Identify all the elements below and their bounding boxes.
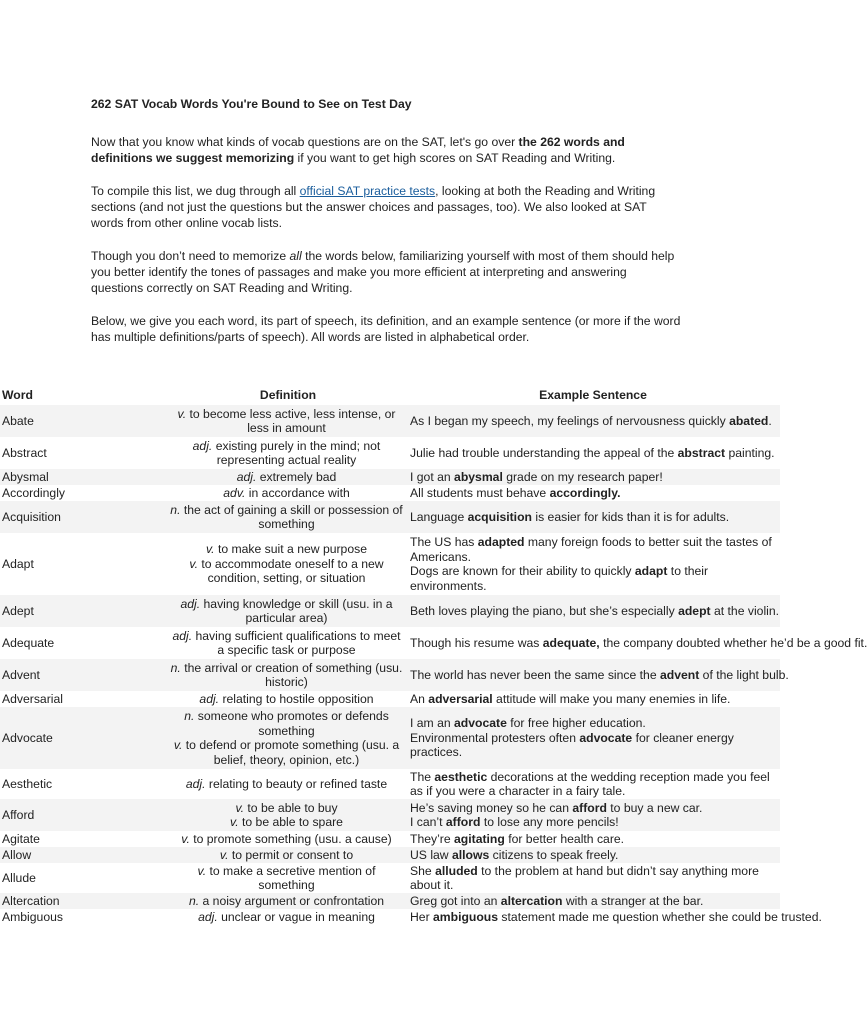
- example-text: I can’t: [410, 815, 446, 829]
- example-line: [410, 486, 780, 501]
- definition-text: someone who promotes or defends something: [194, 709, 389, 738]
- example-text: They’re: [410, 831, 455, 846]
- part-of-speech: v.: [189, 556, 198, 571]
- definition-line: [170, 486, 403, 501]
- column-header-example: Example Sentence: [539, 387, 647, 402]
- word-cell: Adversarial: [2, 691, 63, 706]
- part-of-speech: v.: [235, 800, 245, 815]
- part-of-speech: adj.: [199, 691, 220, 706]
- table-row: [0, 847, 780, 863]
- example-text: Environmental protesters often: [410, 730, 580, 745]
- definition-text: in accordance with: [245, 485, 350, 500]
- definition-cell: [170, 863, 406, 893]
- example-cell: [406, 831, 780, 847]
- example-text: to lose any more pencils!: [480, 815, 619, 829]
- example-text: grade on my research paper!: [502, 469, 663, 484]
- vocab-word: adequate,: [542, 635, 600, 650]
- example-text: statement made me question whether she could be trusted.: [498, 909, 822, 924]
- table-header-row: [0, 385, 780, 405]
- example-line: [410, 564, 780, 593]
- example-line: [410, 848, 780, 863]
- example-line: [410, 801, 780, 816]
- example-cell: [406, 893, 780, 909]
- vocab-word: accordingly.: [549, 485, 621, 500]
- example-text: .: [768, 413, 772, 428]
- vocab-word: adapted: [477, 535, 525, 549]
- definition-text: having sufficient qualifications to meet a specific task or purpose: [192, 628, 401, 657]
- definition-line: [170, 815, 403, 830]
- word-cell: Afford: [0, 799, 170, 831]
- word-cell: Abate: [0, 405, 170, 437]
- example-line: [410, 716, 780, 731]
- table-row: [0, 909, 780, 925]
- example-cell: [406, 437, 780, 469]
- example-line: [410, 815, 780, 830]
- table-row: [0, 469, 780, 485]
- example-line: [410, 414, 780, 429]
- table-row: [0, 893, 780, 909]
- part-of-speech: adj.: [180, 596, 201, 611]
- example-text: at the violin.: [710, 603, 780, 618]
- example-text: Julie had trouble understanding the appeal of the: [410, 445, 678, 460]
- example-text: to buy a new car.: [606, 800, 703, 815]
- example-text: US law: [410, 847, 452, 862]
- text: , looking at both the Reading and Writing sections (and not just the questions but the answer choices and passages, too). We also looked at SAT words from other online vocab lists.: [91, 184, 656, 230]
- part-of-speech: adv.: [223, 485, 246, 500]
- example-line: [410, 667, 789, 683]
- word-cell: Advocate: [0, 707, 170, 769]
- word-cell: Allude: [2, 870, 36, 885]
- part-of-speech: n.: [184, 709, 195, 723]
- example-text: The US has: [410, 535, 478, 549]
- example-text: for cleaner energy practices.: [410, 730, 734, 760]
- example-cell: [406, 501, 780, 533]
- definition-cell: [170, 893, 406, 909]
- italic-text: all: [289, 249, 302, 263]
- table-row: [0, 485, 780, 501]
- example-text: The world has never been the same since the: [410, 667, 660, 682]
- definition-text: extremely bad: [256, 469, 337, 484]
- definition-line: [170, 407, 403, 436]
- definition-line: [170, 597, 403, 626]
- definition-text: to defend or promote something (usu. a belief, theory, opinion, etc.): [182, 738, 400, 767]
- table-row: [0, 863, 780, 893]
- definition-text: a noisy argument or confrontation: [199, 893, 385, 908]
- example-line: [410, 909, 822, 925]
- vocab-word: adversarial: [428, 691, 493, 706]
- vocab-word: advent: [660, 667, 700, 682]
- word-cell: Agitate: [2, 831, 40, 846]
- text: the words below, familiarizing yourself with most of them should help you better identify the tones of passages and make you more efficient at interpreting and answering questions correctly on SAT Reading and Writing.: [91, 249, 675, 295]
- example-text: The: [410, 769, 435, 784]
- vocab-word: adapt: [634, 564, 668, 578]
- definition-text: to be able to buy: [244, 800, 338, 815]
- example-text: I got an: [410, 469, 455, 484]
- vocab-table: [0, 385, 867, 925]
- definition-cell: [170, 769, 406, 799]
- vocab-word: abysmal: [454, 469, 503, 484]
- definition-text: to make suit a new purpose: [214, 542, 367, 557]
- vocab-word: advocate: [579, 730, 633, 745]
- vocab-word: agitating: [454, 831, 505, 846]
- definition-cell: [170, 437, 406, 469]
- definition-text: to make a secretive mention of something: [206, 863, 376, 892]
- example-text: to their environments.: [410, 564, 709, 593]
- vocab-word: aesthetic: [434, 769, 488, 784]
- vocab-word: adept: [678, 603, 711, 618]
- example-text: Language: [410, 509, 468, 524]
- word-cell: Altercation: [0, 893, 170, 909]
- table-row: [0, 691, 780, 707]
- example-text: the company doubted whether he’d be a good fit.: [599, 635, 867, 650]
- definition-cell: [170, 831, 406, 847]
- definition-line: [170, 709, 403, 738]
- text: To compile this list, we dug through all: [91, 184, 300, 198]
- definition-line: [170, 692, 403, 707]
- example-text: painting.: [725, 445, 775, 460]
- example-text: of the light bulb.: [699, 667, 789, 682]
- example-text: citizens to speak freely.: [489, 847, 619, 862]
- definition-cell: [170, 533, 406, 595]
- definition-line: [170, 557, 403, 586]
- example-line: [410, 604, 780, 619]
- definition-text: relating to hostile opposition: [219, 691, 374, 706]
- definition-line: [170, 661, 403, 690]
- definition-cell: [170, 501, 406, 533]
- example-cell: [406, 533, 780, 595]
- definition-line: [170, 801, 403, 816]
- table-row: [0, 799, 780, 831]
- part-of-speech: adj.: [192, 438, 213, 453]
- part-of-speech: adj.: [236, 469, 257, 484]
- example-cell: [406, 847, 780, 863]
- vocab-word: abated: [729, 413, 769, 428]
- example-text: Her: [410, 909, 434, 924]
- part-of-speech: v.: [219, 847, 229, 862]
- example-cell: [406, 799, 780, 831]
- example-text: for better health care.: [504, 831, 625, 846]
- text: Now that you know what kinds of vocab questions are on the SAT, let's go over: [91, 135, 519, 149]
- example-cell: [406, 863, 780, 893]
- definition-cell: [170, 799, 406, 831]
- vocab-word: advocate: [454, 716, 507, 731]
- part-of-speech: v.: [197, 863, 207, 878]
- definition-text: the arrival or creation of something (usu. historic): [180, 660, 403, 689]
- part-of-speech: n.: [170, 660, 181, 675]
- part-of-speech: v.: [205, 542, 215, 557]
- table-row: [0, 627, 780, 659]
- definition-line: [170, 832, 403, 847]
- definition-line: [170, 503, 403, 532]
- vocab-word: alluded: [435, 863, 478, 878]
- example-text: As I began my speech, my feelings of nervousness quickly: [410, 413, 730, 428]
- example-text: I am an: [410, 716, 455, 731]
- page-title: 262 SAT Vocab Words You're Bound to See on Test Day: [91, 97, 412, 111]
- table-row: [0, 769, 780, 799]
- example-text: He’s saving money so he can: [410, 800, 573, 815]
- definition-text: to be able to spare: [238, 815, 343, 829]
- word-cell: Abysmal: [0, 469, 170, 485]
- official-sat-practice-tests-link[interactable]: official SAT practice tests: [299, 184, 436, 198]
- word-cell: Adapt: [2, 556, 34, 571]
- definition-cell: [170, 691, 406, 707]
- table-row: [0, 595, 780, 627]
- bold-text: the 262 words and definitions we suggest memorizing: [91, 135, 625, 165]
- word-cell: Ambiguous: [2, 909, 63, 924]
- definition-text: unclear or vague in meaning: [217, 909, 375, 924]
- table-body: [0, 405, 867, 925]
- intro-paragraph-2: [91, 183, 681, 231]
- example-line: [410, 535, 780, 564]
- vocab-word: afford: [445, 815, 481, 829]
- intro-paragraph-1: [91, 134, 681, 166]
- definition-cell: [170, 659, 406, 691]
- definition-line: [170, 894, 403, 909]
- example-text: is easier for kids than it is for adults.: [531, 509, 730, 524]
- example-cell: [406, 691, 780, 707]
- text: Though you don’t need to memorize: [91, 249, 290, 263]
- part-of-speech: n.: [188, 893, 200, 908]
- table-row: [0, 533, 780, 595]
- example-text: with a stranger at the bar.: [562, 893, 704, 908]
- example-text: decorations at the wedding reception made you feel as if you were a character in a fairy tale.: [410, 769, 770, 798]
- part-of-speech: adj.: [185, 776, 206, 791]
- definition-text: existing purely in the mind; not representing actual reality: [212, 438, 381, 467]
- example-cell: [406, 485, 780, 501]
- definition-text: to permit or consent to: [228, 847, 354, 862]
- example-text: An: [410, 691, 429, 706]
- vocab-word: abstract: [677, 445, 726, 460]
- column-header-definition: Definition: [259, 387, 317, 402]
- table-row: [0, 831, 780, 847]
- word-cell: Abstract: [2, 445, 47, 460]
- definition-cell: [170, 485, 406, 501]
- example-text: for free higher education.: [506, 716, 646, 731]
- example-cell: [406, 627, 867, 659]
- table-row: [0, 659, 780, 691]
- example-text: Though his resume was: [410, 635, 543, 650]
- example-text: Greg got into an: [410, 893, 501, 908]
- example-cell: [406, 469, 780, 485]
- example-line: [410, 470, 780, 485]
- example-line: [410, 510, 780, 525]
- part-of-speech: v.: [177, 406, 187, 421]
- definition-line: [170, 848, 403, 863]
- article-intro: [91, 96, 681, 362]
- vocab-word: afford: [572, 800, 607, 815]
- word-cell: Allow: [0, 847, 170, 863]
- definition-cell: [170, 627, 406, 659]
- table-row: [0, 437, 780, 469]
- example-text: many foreign foods to better suit the tastes of Americans.: [410, 535, 772, 564]
- table-row: [0, 501, 780, 533]
- example-line: [410, 864, 780, 893]
- word-cell: Advent: [0, 659, 170, 691]
- definition-line: [170, 777, 403, 792]
- word-cell: Adept: [0, 595, 170, 627]
- part-of-speech: adj.: [198, 909, 218, 924]
- part-of-speech: adj.: [172, 628, 193, 643]
- part-of-speech: v.: [181, 831, 190, 846]
- example-line: [410, 446, 780, 461]
- definition-cell: [170, 595, 406, 627]
- example-cell: [406, 405, 780, 437]
- example-text: Dogs are known for their ability to quickly: [410, 564, 635, 578]
- definition-text: to become less active, less intense, or less in amount: [186, 406, 396, 435]
- definition-line: [170, 542, 403, 557]
- text: if you want to get high scores on SAT Reading and Writing.: [294, 151, 616, 165]
- word-cell: Accordingly: [2, 485, 65, 500]
- example-cell: [406, 909, 822, 925]
- definition-text: relating to beauty or refined taste: [205, 776, 388, 791]
- definition-line: [170, 439, 403, 468]
- vocab-word: allows: [452, 847, 490, 862]
- definition-cell: [170, 909, 406, 925]
- column-header-word: Word: [2, 387, 33, 402]
- part-of-speech: n.: [170, 502, 181, 517]
- definition-line: [170, 738, 403, 767]
- example-line: [410, 635, 867, 651]
- definition-line: [170, 470, 403, 485]
- definition-text: having knowledge or skill (usu. in a particular area): [200, 596, 393, 625]
- word-cell: Adequate: [2, 635, 55, 650]
- definition-text: to promote something (usu. a cause): [189, 831, 392, 846]
- example-line: [410, 692, 780, 707]
- example-cell: [406, 595, 780, 627]
- definition-text: to accommodate oneself to a new condition, setting, or situation: [197, 556, 384, 586]
- part-of-speech: v.: [230, 815, 239, 829]
- example-line: [410, 731, 780, 760]
- example-cell: [406, 707, 780, 769]
- word-cell: Acquisition: [0, 501, 170, 533]
- intro-paragraph-3: [91, 248, 681, 296]
- example-text: She: [410, 863, 436, 878]
- example-line: [410, 832, 780, 847]
- example-cell: [406, 769, 780, 799]
- definition-line: [170, 629, 403, 658]
- example-text: Beth loves playing the piano, but she’s especially: [410, 603, 679, 618]
- vocab-word: altercation: [500, 893, 563, 908]
- table-row: [0, 707, 780, 769]
- intro-paragraph-4: Below, we give you each word, its part of speech, its definition, and an example sentence (or more if the word has multiple definitions/parts of speech). All words are listed in alphabetical order.: [91, 314, 681, 344]
- definition-line: [170, 864, 403, 893]
- definition-cell: [170, 707, 406, 769]
- example-text: All students must behave: [410, 485, 550, 500]
- example-text: to the problem at hand but didn’t say anything more about it.: [410, 863, 759, 892]
- definition-text: the act of gaining a skill or possession of something: [180, 502, 403, 531]
- example-cell: [406, 659, 789, 691]
- definition-cell: [170, 469, 406, 485]
- part-of-speech: v.: [173, 738, 183, 752]
- example-line: [410, 770, 780, 799]
- word-cell: Aesthetic: [2, 776, 53, 791]
- definition-cell: [170, 405, 406, 437]
- definition-cell: [170, 847, 406, 863]
- example-line: [410, 894, 780, 909]
- table-row: [0, 405, 780, 437]
- vocab-word: ambiguous: [433, 909, 499, 924]
- vocab-word: acquisition: [467, 509, 532, 524]
- definition-line: [170, 910, 403, 925]
- example-text: attitude will make you many enemies in life.: [492, 691, 731, 706]
